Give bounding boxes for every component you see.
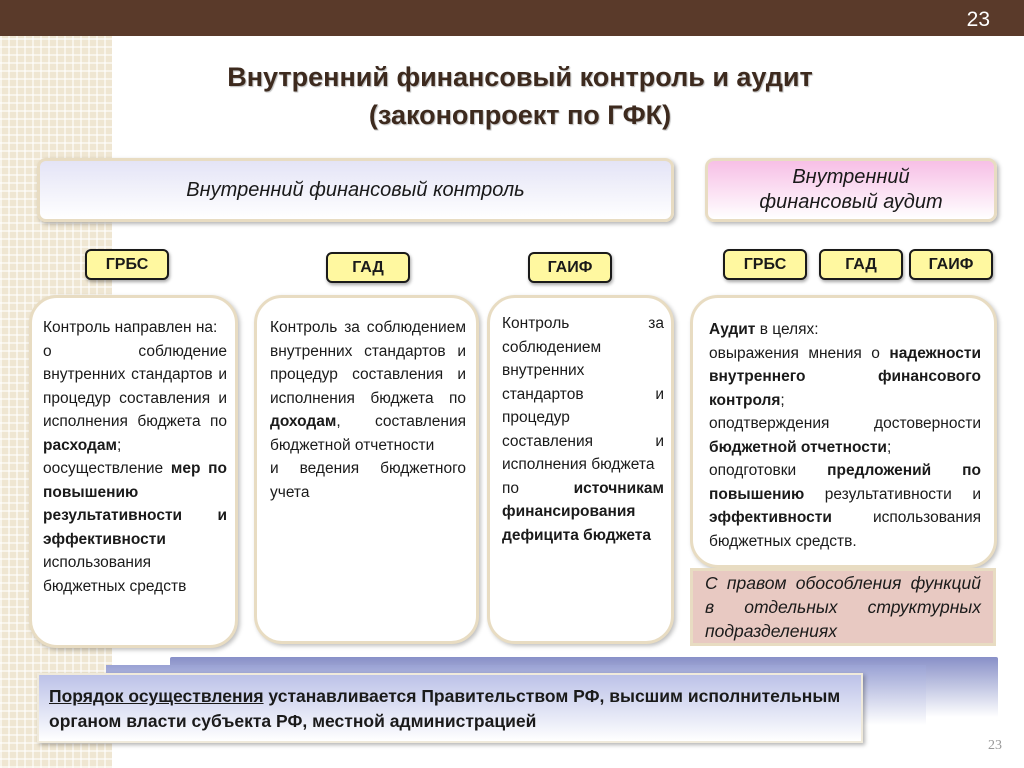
card4-item2-text: подтверждения достоверности [717,415,981,432]
control-header-label: Внутренний финансовый контроль [186,178,525,201]
tag-grbs-audit: ГРБС [723,249,807,280]
card4-item3-bold1: предложений по повышению [709,462,981,503]
card4-item2-bold: бюджетной отчетности [709,438,887,456]
card2-text3: и ведения бюджетного учета [270,460,466,501]
bottom-statement-text: устанавливается Правительством РФ, высшим исполнительным органом власти субъекта РФ, местной администрацией [49,686,841,731]
card-audit [690,295,997,568]
card-grbs-control [29,295,238,648]
card4-item3-mid: результативности и [804,485,981,503]
card4-item3-text: подготовки [717,462,828,479]
bullet-icon: o [43,460,52,477]
top-bar [0,0,1024,36]
bullet-icon: o [709,462,718,479]
bottom-statement [37,673,863,743]
card3-bold: источникам финансирования дефицита бюджета [502,479,664,544]
card1-item2-end: использования бюджетных средств [43,554,187,595]
card4-item1-text: выражения мнения о [717,344,890,362]
slide-title [120,58,920,134]
card1-item2-bold: мер по повышению результативности и эффективности [43,460,227,548]
card4-item2-end: ; [886,438,892,456]
footer-page-number: 23 [988,738,1002,753]
card3-text2: по [502,479,574,497]
card4-heading-text: в целях: [755,321,819,338]
card4-item3-bold2: эффективности [709,509,832,526]
bullet-icon: o [709,344,718,362]
tag-gad-control: ГАД [326,252,410,283]
card1-item1-text: соблюдение внутренних стандартов и процедур составления и исполнения бюджета по [43,342,227,430]
tag-gad-audit: ГАД [819,249,903,280]
card4-heading-bold: Аудит [709,321,756,338]
card1-item1-bold: расходам [43,436,117,454]
bullet-icon: o [709,415,718,432]
card-gad-control [254,295,479,644]
card4-item1-bold: надежности внутреннего финансового контроля [709,344,981,409]
tag-grbs-control: ГРБС [85,249,169,280]
card2-bold: доходам [270,413,337,430]
tag-gaif-audit: ГАИФ [909,249,993,280]
audit-note: С правом обособления функций в отдельных структурных подразделениях [690,568,996,646]
card4-item3-end: использования бюджетных средств. [709,509,981,550]
card2-text1: Контроль за соблюдением внутренних стандартов и процедур составления и исполнения бюджета по [270,319,466,407]
card1-item2-text: осуществление [51,460,171,477]
bullet-icon: o [43,342,52,360]
card-gaif-control [487,295,674,644]
audit-header-line-2: финансовый аудит [759,191,943,213]
bottom-statement-underlined: Порядок осуществления [49,686,264,706]
title-line-1: Внутренний финансовый контроль и аудит [227,62,813,92]
card3-text1: Контроль за соблюдением внутренних стандартов и процедур составления и исполнения бюджета [502,315,664,473]
card1-intro: Контроль направлен на: [43,319,218,336]
slide-number: 23 [966,8,990,31]
card4-item1-end: ; [780,391,785,409]
tag-gaif-control: ГАИФ [528,252,612,283]
title-line-2: (законопроект по ГФК) [368,100,672,130]
card1-item1-end: ; [116,436,122,454]
audit-header-line-1: Внутренний [792,166,910,188]
control-header [37,158,674,222]
card2-text2: , составления бюджетной отчетности [270,413,466,454]
audit-header [705,158,997,222]
